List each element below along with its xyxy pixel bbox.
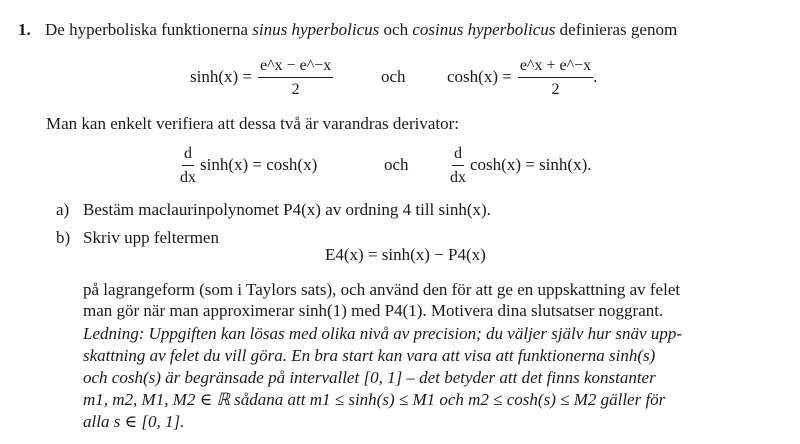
part-a-label: a) [56, 200, 70, 219]
problem-number: 1. [18, 20, 31, 39]
ddx-denominator-2: dx [450, 169, 466, 187]
intro-text-a: De hyperboliska funktionerna [45, 20, 253, 39]
part-b-line-2: man gör när man approximerar sinh(1) med P4(1). Motivera dina slutsatser noggrant. [83, 301, 664, 320]
ddx-fraction-1 [180, 144, 196, 187]
derivative-intro: Man kan enkelt verifiera att dessa två är varandras derivator: [46, 114, 460, 133]
problem-intro [18, 20, 677, 40]
error-term-formula: E4(x) = sinh(x) − P4(x) [325, 245, 486, 264]
part-b-text: Skriv upp feltermen [83, 228, 219, 247]
part-b-label: b) [56, 228, 71, 247]
intro-cosinus-hyperbolicus: cosinus hyperbolicus [412, 20, 556, 39]
ddx-numerator-2: d [452, 144, 464, 166]
def-och: och [381, 67, 406, 86]
deriv-och: och [384, 155, 409, 174]
def-cosh-lhs: cosh(x) = [447, 67, 512, 87]
intro-sinus-hyperbolicus: sinus hyperbolicus [252, 20, 380, 39]
def-sinh-fraction [258, 56, 333, 99]
hint-line-3: och cosh(s) är begränsade på intervallet [0, 1] – det betyder att det finns konstanter [83, 368, 656, 387]
hint-line-1: Ledning: Uppgiften kan lösas med olika nivå av precision; du väljer själv hur snäv upp- [83, 324, 683, 343]
def-sinh-denominator: 2 [291, 81, 300, 99]
intro-och: och [379, 20, 413, 39]
def-period: . [593, 67, 598, 87]
definition-cosh [447, 56, 597, 99]
part-b-line-1: på lagrangeform (som i Taylors sats), och använd den för att ge en uppskattning av felet [83, 280, 681, 299]
def-cosh-numerator: e^x + e^−x [518, 56, 593, 78]
derivative-sinh [180, 144, 317, 187]
definition-sinh [190, 56, 333, 99]
hint-line-4: m1, m2, M1, M2 ∈ ℝ sådana att m1 ≤ sinh(s) ≤ M1 och m2 ≤ cosh(s) ≤ M2 gäller för [83, 390, 666, 409]
ddx-numerator-1: d [182, 144, 194, 166]
ddx-denominator-1: dx [180, 169, 196, 187]
def-sinh-numerator: e^x − e^−x [258, 56, 333, 78]
hint-line-5: alla s ∈ [0, 1]. [83, 412, 185, 431]
derivative-cosh [450, 144, 591, 187]
derivative-sinh-expr: sinh(x) = cosh(x) [200, 155, 318, 175]
hint-line-2: skattning av felet du vill göra. En bra start kan vara att visa att funktionerna sinh(s) [83, 346, 656, 365]
def-cosh-denominator: 2 [551, 81, 560, 99]
intro-text-b: definieras genom [555, 20, 678, 39]
part-a-text: Bestäm maclaurinpolynomet P4(x) av ordning 4 till sinh(x). [83, 200, 491, 219]
def-cosh-fraction [518, 56, 593, 99]
derivative-cosh-expr: cosh(x) = sinh(x). [470, 155, 592, 175]
def-sinh-lhs: sinh(x) = [190, 67, 252, 87]
ddx-fraction-2 [450, 144, 466, 187]
